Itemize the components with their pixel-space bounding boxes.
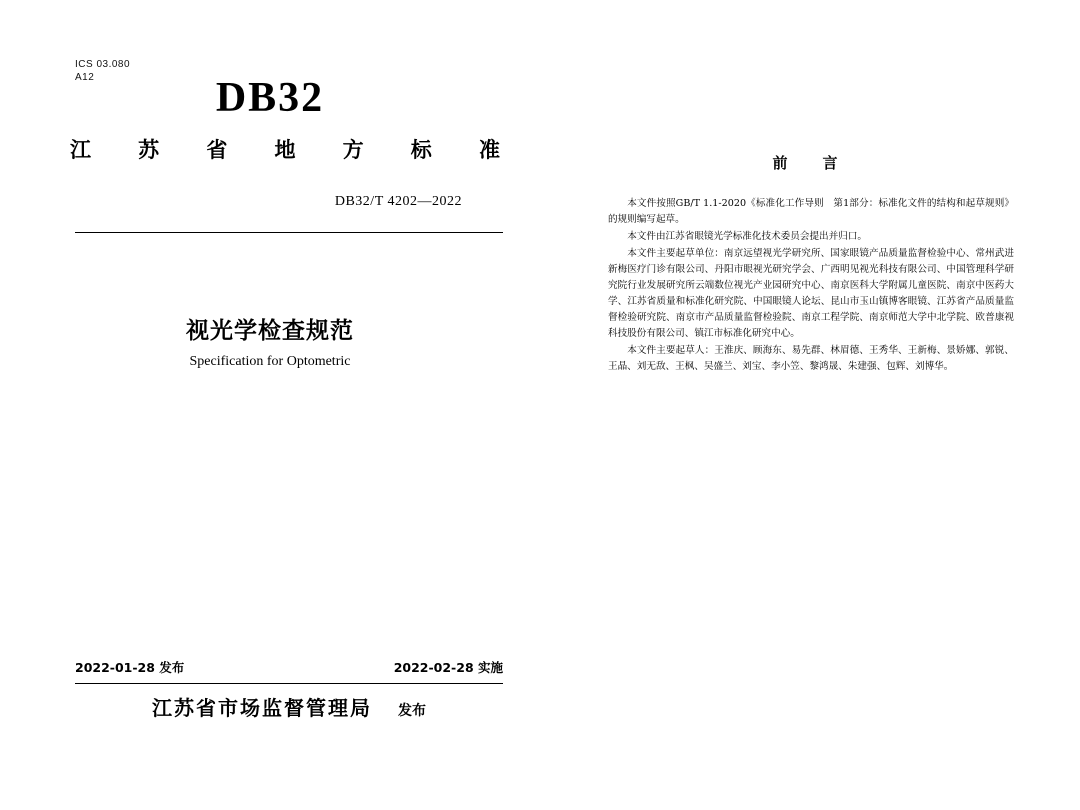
- standard-mark: DB32: [215, 75, 325, 121]
- issuer-row: [75, 692, 503, 721]
- implement-date: 2022-02-28 实施: [393, 660, 503, 675]
- standard-number: DB32/T 4202—2022: [334, 194, 462, 209]
- label-char-0: 江: [70, 137, 91, 162]
- label-char-4: 方: [342, 137, 364, 162]
- label-char-5: 标: [410, 137, 432, 162]
- page-title: 视光学检查规范: [186, 317, 354, 344]
- foreword-paragraph: 本文件按照GB/T 1.1-2020《标准化工作导则 第1部分：标准化文件的结构和起草规则》的规则编写起草。: [608, 198, 1014, 225]
- foreword-paragraph: 本文件由江苏省眼镜光学标准化技术委员会提出并归口。: [627, 231, 868, 242]
- label-char-2: 省: [206, 137, 228, 162]
- cover-top-rule: [75, 232, 503, 233]
- label-char-1: 苏: [138, 137, 160, 162]
- label-char-6: 准: [478, 137, 500, 162]
- foreword-page: [540, 0, 1080, 810]
- foreword-heading: 前 言: [772, 154, 848, 172]
- foreword-body: [608, 196, 1014, 376]
- label-char-3: 地: [274, 137, 296, 162]
- publish-date: 2022-01-28 发布: [75, 660, 185, 675]
- issue-verb: 发布: [398, 703, 426, 719]
- page-title-english: Specification for Optometric: [189, 354, 351, 369]
- cover-bottom-rule: [75, 683, 503, 684]
- provincial-standard-label: [70, 134, 500, 164]
- ccs-code: A12: [75, 72, 95, 83]
- issuer-name: 江苏省市场监督管理局: [152, 696, 372, 720]
- ics-code: ICS 03.080: [75, 59, 131, 70]
- date-row: [75, 658, 503, 676]
- foreword-paragraph: 本文件主要起草人：王淮庆、顾海东、易先群、林眉德、王秀华、王新梅、景娇娜、郭锐、王晶、刘无敌、王枫、吴盛兰、刘宝、李小笠、黎鸿晟、朱建强、包辉、刘博华。: [608, 345, 1014, 372]
- foreword-paragraph: 本文件主要起草单位：南京远望视光学研究所、国家眼镜产品质量监督检验中心、常州武进新梅医疗门诊有限公司、丹阳市眼视光研究学会、广西明见视光科技有限公司、中国管理科学研究院行业发展研究所云端数位视光产业园研究中心、南京医科大学附属儿童医院、南京中医药大学、江苏省质量和标准化研究院、中国眼镜人论坛、昆山市玉山镇博客眼镜、江苏省产品质量监督检验研究院、南京市产品质量监督检验院、南京工程学院、南京师范大学中北学院、欧普康视科技股份有限公司、镇江市标准化研究中心。: [608, 248, 1014, 339]
